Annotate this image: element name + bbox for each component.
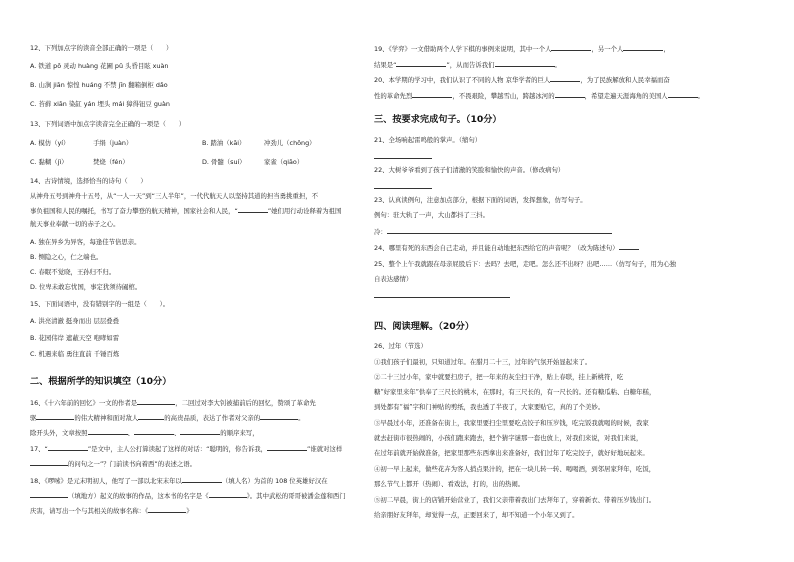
q13-option-a2: 手绢（juàn）	[93, 139, 133, 147]
q14-option-c: C. 春眠不觉晓，王孙归不归。	[30, 268, 116, 276]
q14-passage-line2: 事负祖国和人民的嘱托，书写了奋力攀登的航天精神，国家社会和人民，“ ”她们用行动诠释着为祖国	[30, 207, 342, 215]
q15-option-c: C. 机遇来临 勇往直前 千锤百炼	[30, 350, 120, 358]
passage-paragraph-1: ①我们孩子们最初，只知道过年。在腊月二十三，过年的气氛开始显起来了。	[374, 358, 592, 366]
q15-option-b: B. 花园伟岸 遮蔽天空 咆哮如雷	[30, 334, 120, 342]
q16-blank-name[interactable]	[36, 413, 74, 420]
q18-line2: （填地方）起义的故事的作品，这本书的名字是《 》。其中武松的哥哥被潘金莲和西门	[30, 491, 346, 500]
q14-option-b: B. 恻隐之心，仁之端也。	[30, 253, 103, 261]
q18-blank-place[interactable]	[30, 491, 68, 498]
q19-blank-3[interactable]	[396, 60, 446, 67]
q17-line2: 的问句之一”？门前读书向着西”的表述之语。	[30, 459, 196, 468]
q16-blank-author[interactable]	[137, 398, 175, 405]
q16-line2: 驱 的伟大精神和面对敌人 的高贵品质，表达了作者对父亲的 。	[30, 414, 305, 422]
passage-paragraph-2-line1: ②二十三过小年，家中就要扫房子，把一年来的灰尘扫干净，贴上春联，挂上新桃符，吃	[374, 373, 624, 381]
q18-line1: 18、《啰嗦》是元末明初人，他写了一部以北宋末年以 （填人名）为首的 108 位英雄好汉在	[30, 477, 328, 485]
passage-paragraph-5-line2: 给亲朋好友拜年，却觉得一点，正要回来了，却不知道一个小年又到了。	[374, 511, 579, 519]
passage-paragraph-5-line1: ⑤初二早晨，街上的店铺开始营业了，我们父亲带着我出门去拜年了，穿着新衣、带着压岁钱出门。	[374, 496, 656, 504]
q13-option-c2: 焚烧（fén）	[93, 158, 129, 166]
q19-line2: 结果是“ ”，从而告诉我们 。	[374, 61, 561, 69]
q20-blank-4[interactable]	[668, 91, 698, 98]
q18-blank-book[interactable]	[209, 491, 247, 498]
q13-option-a1: A. 模仿（yí）	[30, 139, 70, 147]
q14-stem: 14、古诗情境，选择恰当的诗句（ ）	[30, 177, 147, 185]
q13-option-d2: 家雀（qiāo）	[264, 158, 304, 166]
left-column	[30, 0, 375, 562]
q16-blank-attitude[interactable]	[138, 413, 164, 420]
q15-option-a: A. 洪亮清澈 挺身而出 层层叠叠	[30, 317, 120, 325]
section-3-heading: 三、按要求完成句子。（10分）	[374, 114, 502, 125]
q12-stem: 12、下列加点字的读音全部正确的一项是（ ）	[30, 44, 173, 52]
passage-paragraph-4-line1: ④初一早上起来，做些花卉为客人捎点果汁的，把在一块儿转一转、喝喝酒，到邻居家拜年，吃饭，	[374, 465, 656, 473]
q16-blank-order-1[interactable]	[88, 428, 128, 435]
q16-line3: 除开头外，文章按照 、 、 的顺序来写，	[30, 429, 259, 437]
q25-line1: 25、整个上午我就跟在母亲屁股后下：去吗？去吧，走吧。怎么还不出呀？出吧……（仿写句子，用为心独	[374, 260, 677, 268]
q24-answer-line[interactable]	[619, 243, 639, 250]
q17-blank-2[interactable]	[267, 444, 307, 451]
q20-blank-1[interactable]	[550, 75, 580, 82]
q19-line1: 19、《学弈》一文借助两个人学下棋的事例来说明，其中一个人 ，另一个人 ，	[374, 45, 670, 53]
q12-option-c: C. 苔藓 xiān 染缸 yán 埋头 mái 獐得钮豆 guàn	[30, 100, 170, 108]
q12-option-b: B. 山涧 jiān 惊惶 huáng 不禁 jīn 翻箱倒柜 dǎo	[30, 81, 168, 89]
q18-blank-person[interactable]	[182, 476, 222, 483]
q23-example: 例句：驻大轨了一声，大山都抖了三抖。	[374, 211, 490, 219]
q26-title: 26、过年（节选）	[374, 342, 427, 350]
q20-line1: 20、本学期的学习中，我们认识了不同的人物 京华学者的巨人 ，为了民族解放和人民幸福而奋	[374, 76, 670, 84]
q20-line2: 性的革命先烈 ，不畏艰险，攀越雪山，跨越冰河的 ，希望走遍天涯海角的美国人 。	[374, 92, 705, 100]
q19-blank-1[interactable]	[551, 44, 591, 51]
q14-option-d: D. 位卑未敢忘忧国，事定犹须待阖棺。	[30, 283, 142, 291]
passage-paragraph-4-line2: 那么节气上都开（热闹）、看戏法，打的，出的热闹。	[374, 480, 525, 488]
q23-answer-row: 冷：	[374, 227, 612, 236]
passage-paragraph-3-line3: 在过年前就开始做准备，把家里那些东西拿出来准备好，我们过年了吃完饺子，就好好地玩起来。	[374, 449, 649, 457]
passage-paragraph-2-line3: 到处都有“福”字和门神贴的剪纸，我也透了半夜了，大家要贴它，真的了个美妙。	[374, 403, 605, 411]
q17-blank-1[interactable]	[48, 444, 88, 451]
q18-line3: 庆害，请写出一个与其相关的故事名称：《 》	[30, 507, 193, 515]
q14-option-a: A. 独在异乡为异客，每逢佳节倍思亲。	[30, 238, 141, 246]
q25-answer-line[interactable]	[374, 297, 510, 298]
q12-option-a: A. 铁道 pō 灵动 huàng 花圃 pǔ 头昏目眩 xuàn	[30, 62, 169, 70]
q20-blank-3[interactable]	[555, 91, 585, 98]
q20-blank-2[interactable]	[412, 91, 452, 98]
q22-stem: 22、大树爷爷看到了孩子们清澈的笑脸和愉快的声音。（修改病句）	[374, 166, 565, 174]
section-2-heading: 二、根据所学的知识填空（10分）	[30, 376, 172, 387]
q18-blank-story[interactable]	[148, 506, 186, 513]
right-column	[374, 0, 764, 562]
q14-blank[interactable]	[238, 206, 268, 213]
passage-paragraph-3-line2: 就去赶街市很热闹的，小孩们跑来跑去，把个猜字谜那一套也放上，对我们来说，对我们来说，	[374, 434, 643, 442]
q16-blank-order-2[interactable]	[134, 428, 174, 435]
q23-stem: 23、认真读例句，注意加点部分，根据下面的词语，发挥想象，仿写句子。	[374, 196, 587, 204]
q16-blank-feeling[interactable]	[260, 413, 298, 420]
q13-option-b1: B. 踏油（kāi）	[202, 139, 246, 147]
q22-answer-line[interactable]	[374, 188, 432, 189]
q14-passage-line1: 从神舟五号到神舟十五号，从“一人一天”到“三人半年”，一代代航天人以坚持其道的担当勇挑重担，不	[30, 192, 319, 200]
q19-blank-2[interactable]	[623, 44, 663, 51]
q17-blank-3[interactable]	[30, 459, 68, 466]
q13-option-b2: 冲劲儿（chōng）	[264, 139, 316, 147]
q16-line1: 16、《十六年前的回忆》一文的作者是 ，二回过对李大钊被捕前后的回忆，赞颂了革命先	[30, 399, 316, 407]
q24-line: 24、哪里有死的东西会自己走动，并且能自动地把东西给它的声音呢？（改为陈述句）	[374, 243, 639, 252]
q13-stem: 13、下列词语中加点字读音完全正确的一项是（ ）	[30, 120, 186, 128]
q13-option-d1: D. 骨髓（suí）	[202, 158, 246, 166]
passage-paragraph-3-line1: ③早晨过小年，还准备在街上，我家里要扫尘里要吃点饺子和压岁钱，吃完饭我就喝的时候，我家	[374, 419, 649, 427]
q19-blank-4[interactable]	[495, 60, 555, 67]
q13-option-c1: C. 黏糊（jì）	[30, 158, 68, 166]
q14-passage-line3: 航天事业奉献一切的赤子之心。	[30, 220, 120, 228]
section-4-heading: 四、阅读理解。（20分）	[374, 321, 475, 332]
q25-line2: 自表达感情）	[374, 275, 413, 283]
q23-answer-line[interactable]	[387, 227, 612, 234]
q21-answer-line[interactable]	[374, 158, 432, 159]
q17-line1: 17、“ ”是文中，主人公打算读起了这样的对话：“聪明的，你告诉我， ”谁就对这样	[30, 445, 343, 453]
passage-paragraph-2-line2: 糖“好家里来年”供奉了三尺长的桃木，在那时，有三尺长的，有一尺长的。还有糖瓜粘、白糖年糕，	[374, 388, 656, 396]
q21-stem: 21、全场响起雷鸣般的掌声。（缩句）	[374, 136, 482, 144]
q16-blank-order-3[interactable]	[180, 428, 220, 435]
q15-stem: 15、下面词语中，没有错别字的一组是（ ）。	[30, 300, 170, 308]
